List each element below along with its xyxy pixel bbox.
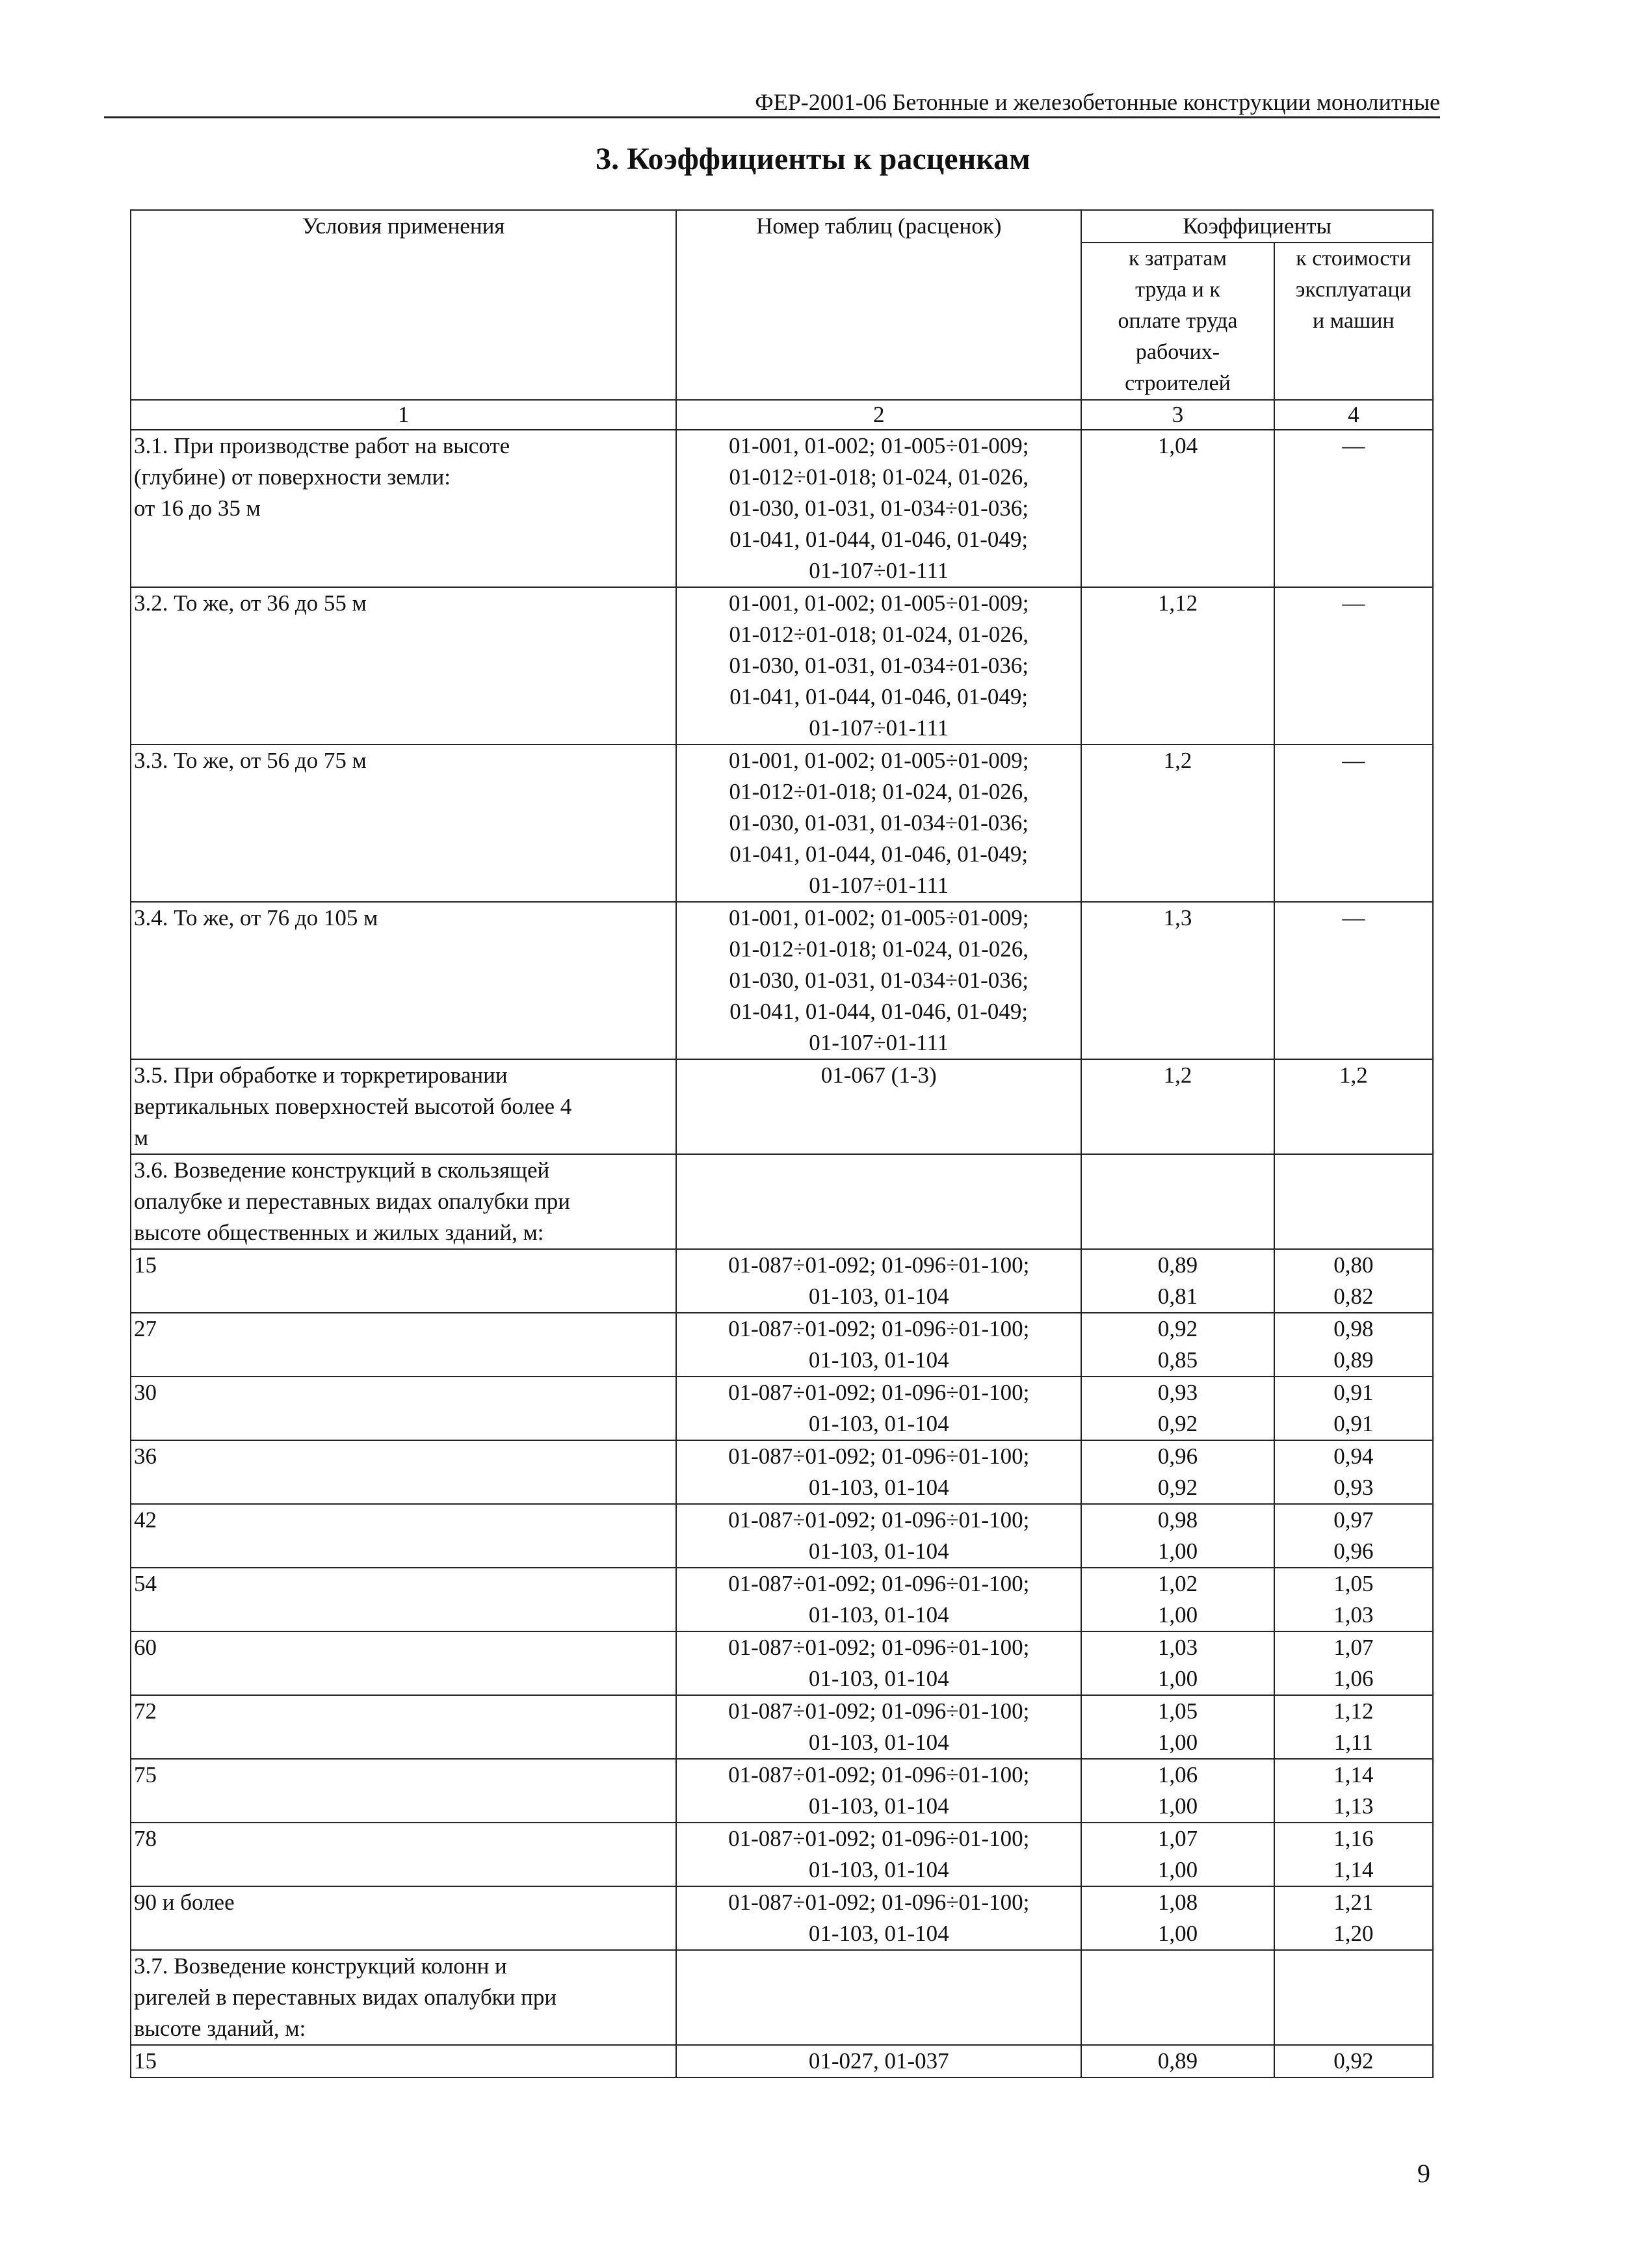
labor-coef-cell xyxy=(1081,902,1274,1059)
machine-coef-value: 0,91 xyxy=(1333,1411,1374,1436)
table-number-line: 01-103, 01-104 xyxy=(808,1793,949,1819)
labor-coef-value: 1,00 xyxy=(1157,1730,1198,1755)
table-numbers-cell xyxy=(676,1695,1081,1759)
section-title: 3. Коэффициенты к расценкам xyxy=(596,142,1030,176)
condition-line: высоте зданий, м: xyxy=(134,2016,306,2041)
machine-coef-cell xyxy=(1274,1154,1433,1249)
condition-cell xyxy=(131,1059,676,1154)
table-number-line: 01-087÷01-092; 01-096÷01-100; xyxy=(728,1635,1030,1660)
table-numbers-cell xyxy=(676,902,1081,1059)
table-row xyxy=(131,1249,1433,1313)
header-labor-line: оплате труда xyxy=(1118,309,1238,333)
condition-line: 54 xyxy=(134,1571,157,1596)
table-number-line: 01-001, 01-002; 01-005÷01-009; xyxy=(728,433,1029,458)
machine-coef-value: 0,80 xyxy=(1333,1252,1374,1278)
column-number: 4 xyxy=(1274,400,1433,430)
machine-coef-cell xyxy=(1274,2045,1433,2077)
table-row xyxy=(131,1823,1433,1886)
labor-coef-value: 1,06 xyxy=(1157,1762,1198,1787)
labor-coef-cell xyxy=(1081,587,1274,745)
header-labor-line: труда и к xyxy=(1135,278,1220,302)
labor-coef-value: 0,89 xyxy=(1157,2048,1198,2074)
machine-coef-cell xyxy=(1274,1377,1433,1440)
condition-cell xyxy=(131,2045,676,2077)
table-number-line: 01-030, 01-031, 01-034÷01-036; xyxy=(729,495,1029,521)
labor-coef-cell xyxy=(1081,1154,1274,1249)
condition-line: м xyxy=(134,1125,149,1150)
machine-coef-cell xyxy=(1274,1504,1433,1568)
machine-coef-cell xyxy=(1274,1631,1433,1695)
labor-coef-value: 1,05 xyxy=(1157,1698,1198,1724)
table-number-line: 01-103, 01-104 xyxy=(808,1921,949,1946)
condition-line: 3.7. Возведение конструкций колонн и xyxy=(134,1953,507,1979)
table-row xyxy=(131,1504,1433,1568)
table-number-line: 01-012÷01-018; 01-024, 01-026, xyxy=(729,464,1029,490)
machine-coef-value: 0,96 xyxy=(1333,1538,1374,1564)
labor-coef-value: 1,08 xyxy=(1157,1890,1198,1915)
machine-coef-cell xyxy=(1274,1886,1433,1950)
condition-line: вертикальных поверхностей высотой более 4 xyxy=(134,1094,572,1119)
machine-coef-value: 1,16 xyxy=(1333,1826,1374,1851)
condition-cell xyxy=(131,1504,676,1568)
table-numbers-cell xyxy=(676,1823,1081,1886)
condition-cell xyxy=(131,1249,676,1313)
labor-coef-value: 1,12 xyxy=(1157,590,1198,616)
table-numbers-cell xyxy=(676,1154,1081,1249)
condition-cell xyxy=(131,587,676,745)
labor-coef-value: 0,81 xyxy=(1157,1284,1198,1309)
condition-line: 15 xyxy=(134,2048,157,2074)
machine-coef-value: — xyxy=(1342,905,1365,930)
labor-coef-value: 0,89 xyxy=(1157,1252,1198,1278)
condition-cell xyxy=(131,1154,676,1249)
condition-line: высоте общественных и жилых зданий, м: xyxy=(134,1220,544,1245)
table-number-line: 01-030, 01-031, 01-034÷01-036; xyxy=(729,810,1029,836)
condition-line: 15 xyxy=(134,1252,157,1278)
labor-coef-cell xyxy=(1081,2045,1274,2077)
labor-coef-value: 1,00 xyxy=(1157,1666,1198,1691)
condition-line: (глубине) от поверхности земли: xyxy=(134,464,451,490)
condition-line: опалубке и переставных видах опалубки при xyxy=(134,1189,570,1214)
header-machine-coef xyxy=(1274,243,1433,400)
running-header xyxy=(104,88,1440,118)
machine-coef-value: 1,11 xyxy=(1333,1730,1373,1755)
table-numbers-cell xyxy=(676,2045,1081,2077)
condition-line: 27 xyxy=(134,1316,157,1341)
machine-coef-cell xyxy=(1274,1568,1433,1631)
labor-coef-value: 0,93 xyxy=(1157,1380,1198,1405)
labor-coef-value: 0,92 xyxy=(1157,1316,1198,1341)
machine-coef-cell xyxy=(1274,1759,1433,1823)
machine-coef-value: 1,2 xyxy=(1339,1062,1368,1088)
labor-coef-value: 0,92 xyxy=(1157,1411,1198,1436)
header-labor-line: рабочих- xyxy=(1135,340,1220,364)
table-number-line: 01-103, 01-104 xyxy=(808,1284,949,1309)
machine-coef-cell xyxy=(1274,1695,1433,1759)
labor-coef-cell xyxy=(1081,1759,1274,1823)
table-row xyxy=(131,1759,1433,1823)
column-number: 2 xyxy=(676,400,1081,430)
labor-coef-value: 1,2 xyxy=(1163,748,1192,773)
table-row xyxy=(131,1950,1433,2045)
condition-line: 30 xyxy=(134,1380,157,1405)
labor-coef-cell xyxy=(1081,1631,1274,1695)
table-number-line: 01-087÷01-092; 01-096÷01-100; xyxy=(728,1507,1030,1533)
condition-line: 72 xyxy=(134,1698,157,1724)
machine-coef-value: 1,06 xyxy=(1333,1666,1374,1691)
labor-coef-cell xyxy=(1081,430,1274,587)
table-row xyxy=(131,902,1433,1059)
table-row xyxy=(131,1377,1433,1440)
condition-line: 78 xyxy=(134,1826,157,1851)
table-row xyxy=(131,587,1433,745)
coefficients-table xyxy=(130,209,1434,2078)
machine-coef-cell xyxy=(1274,1950,1433,2045)
header-labor-coef xyxy=(1081,243,1274,400)
condition-cell xyxy=(131,430,676,587)
machine-coef-cell xyxy=(1274,1059,1433,1154)
condition-cell xyxy=(131,902,676,1059)
machine-coef-value: 1,05 xyxy=(1333,1571,1374,1596)
machine-coef-cell xyxy=(1274,430,1433,587)
condition-line: 60 xyxy=(134,1635,157,1660)
table-number-line: 01-103, 01-104 xyxy=(808,1411,949,1436)
table-number-line: 01-087÷01-092; 01-096÷01-100; xyxy=(728,1762,1030,1787)
table-number-line: 01-103, 01-104 xyxy=(808,1857,949,1882)
machine-coef-value: — xyxy=(1342,748,1365,773)
labor-coef-value: 1,00 xyxy=(1157,1602,1198,1628)
condition-line: 3.2. То же, от 36 до 55 м xyxy=(134,590,367,616)
table-number-line: 01-027, 01-037 xyxy=(808,2048,949,2074)
condition-line: ригелей в переставных видах опалубки при xyxy=(134,1984,557,2010)
labor-coef-value: 1,03 xyxy=(1157,1635,1198,1660)
table-row xyxy=(131,1695,1433,1759)
machine-coef-cell xyxy=(1274,902,1433,1059)
table-numbers-cell xyxy=(676,587,1081,745)
condition-cell xyxy=(131,745,676,902)
condition-cell xyxy=(131,1631,676,1695)
condition-cell xyxy=(131,1695,676,1759)
machine-coef-value: 1,14 xyxy=(1333,1857,1374,1882)
table-number-line: 01-041, 01-044, 01-046, 01-049; xyxy=(729,841,1029,867)
table-number-line: 01-087÷01-092; 01-096÷01-100; xyxy=(728,1826,1030,1851)
table-row xyxy=(131,430,1433,587)
machine-coef-cell xyxy=(1274,1823,1433,1886)
column-numbers-row xyxy=(131,400,1433,430)
labor-coef-value: 0,96 xyxy=(1157,1444,1198,1469)
table-number-line: 01-087÷01-092; 01-096÷01-100; xyxy=(728,1890,1030,1915)
table-numbers-cell xyxy=(676,1377,1081,1440)
condition-cell xyxy=(131,1823,676,1886)
machine-coef-value: 0,94 xyxy=(1333,1444,1374,1469)
condition-line: от 16 до 35 м xyxy=(134,495,261,521)
machine-coef-value: 0,91 xyxy=(1333,1380,1374,1405)
table-numbers-cell xyxy=(676,1059,1081,1154)
table-number-line: 01-041, 01-044, 01-046, 01-049; xyxy=(729,684,1029,709)
condition-line: 3.4. То же, от 76 до 105 м xyxy=(134,905,378,930)
table-number-line: 01-087÷01-092; 01-096÷01-100; xyxy=(728,1571,1030,1596)
condition-line: 3.3. То же, от 56 до 75 м xyxy=(134,748,367,773)
page-number: 9 xyxy=(1417,2159,1430,2188)
table-number-line: 01-107÷01-111 xyxy=(809,558,949,583)
machine-coef-value: — xyxy=(1342,590,1365,616)
header-machine-line: к стоимости xyxy=(1296,246,1411,270)
table-number-line: 01-107÷01-111 xyxy=(809,873,949,898)
table-number-line: 01-012÷01-018; 01-024, 01-026, xyxy=(729,936,1029,962)
labor-coef-cell xyxy=(1081,1886,1274,1950)
column-number: 3 xyxy=(1081,400,1274,430)
table-number-line: 01-041, 01-044, 01-046, 01-049; xyxy=(729,999,1029,1024)
labor-coef-cell xyxy=(1081,1695,1274,1759)
table-number-line: 01-001, 01-002; 01-005÷01-009; xyxy=(728,905,1029,930)
condition-line: 3.5. При обработке и торкретировании xyxy=(134,1062,508,1088)
labor-coef-cell xyxy=(1081,1568,1274,1631)
table-number-line: 01-107÷01-111 xyxy=(809,1030,949,1055)
table-numbers-cell xyxy=(676,1759,1081,1823)
machine-coef-value: 0,92 xyxy=(1333,2048,1374,2074)
table-number-line: 01-087÷01-092; 01-096÷01-100; xyxy=(728,1252,1030,1278)
table-number-line: 01-030, 01-031, 01-034÷01-036; xyxy=(729,653,1029,678)
running-header-text: ФЕР-2001-06 Бетонные и железобетонные конструкции монолитные xyxy=(755,89,1440,115)
labor-coef-value: 1,04 xyxy=(1157,433,1198,458)
table-row xyxy=(131,1886,1433,1950)
table-number-line: 01-012÷01-018; 01-024, 01-026, xyxy=(729,622,1029,647)
machine-coef-value: 1,07 xyxy=(1333,1635,1374,1660)
condition-cell xyxy=(131,1950,676,2045)
table-number-line: 01-103, 01-104 xyxy=(808,1602,949,1628)
table-numbers-cell xyxy=(676,745,1081,902)
table-number-line: 01-087÷01-092; 01-096÷01-100; xyxy=(728,1380,1030,1405)
machine-coef-cell xyxy=(1274,1249,1433,1313)
condition-cell xyxy=(131,1568,676,1631)
machine-coef-value: 1,03 xyxy=(1333,1602,1374,1628)
condition-cell xyxy=(131,1759,676,1823)
table-numbers-cell xyxy=(676,1631,1081,1695)
table-numbers-cell xyxy=(676,1440,1081,1504)
header-table-numbers: Номер таблиц (расценок) xyxy=(676,210,1081,400)
labor-coef-value: 0,92 xyxy=(1157,1475,1198,1500)
table-numbers-cell xyxy=(676,1504,1081,1568)
machine-coef-value: 1,21 xyxy=(1333,1890,1374,1915)
table-numbers-cell xyxy=(676,1249,1081,1313)
table-row xyxy=(131,745,1433,902)
table-number-line: 01-030, 01-031, 01-034÷01-036; xyxy=(729,968,1029,993)
header-coefficients: Коэффициенты xyxy=(1081,210,1433,243)
table-number-line: 01-107÷01-111 xyxy=(809,715,949,741)
condition-line: 75 xyxy=(134,1762,157,1787)
table-number-line: 01-103, 01-104 xyxy=(808,1666,949,1691)
labor-coef-value: 0,85 xyxy=(1157,1347,1198,1373)
labor-coef-cell xyxy=(1081,1504,1274,1568)
machine-coef-cell xyxy=(1274,1313,1433,1377)
table-numbers-cell xyxy=(676,1568,1081,1631)
labor-coef-value: 1,00 xyxy=(1157,1857,1198,1882)
condition-cell xyxy=(131,1377,676,1440)
table-number-line: 01-041, 01-044, 01-046, 01-049; xyxy=(729,527,1029,552)
condition-line: 3.6. Возведение конструкций в скользящей xyxy=(134,1157,550,1183)
header-labor-line: к затратам xyxy=(1128,246,1227,270)
labor-coef-value: 1,00 xyxy=(1157,1921,1198,1946)
machine-coef-value: 1,20 xyxy=(1333,1921,1374,1946)
condition-cell xyxy=(131,1886,676,1950)
condition-line: 42 xyxy=(134,1507,157,1533)
machine-coef-cell xyxy=(1274,745,1433,902)
machine-coef-value: 0,82 xyxy=(1333,1284,1374,1309)
condition-line: 36 xyxy=(134,1444,157,1469)
condition-cell xyxy=(131,1313,676,1377)
labor-coef-value: 1,02 xyxy=(1157,1571,1198,1596)
labor-coef-value: 0,98 xyxy=(1157,1507,1198,1533)
table-number-line: 01-001, 01-002; 01-005÷01-009; xyxy=(728,748,1029,773)
machine-coef-value: 1,13 xyxy=(1333,1793,1374,1819)
header-labor-line: строителей xyxy=(1125,371,1231,395)
machine-coef-value: 1,14 xyxy=(1333,1762,1374,1787)
machine-coef-cell xyxy=(1274,587,1433,745)
table-numbers-cell xyxy=(676,430,1081,587)
labor-coef-cell xyxy=(1081,1313,1274,1377)
table-row xyxy=(131,1440,1433,1504)
labor-coef-cell xyxy=(1081,1377,1274,1440)
table-numbers-cell xyxy=(676,1313,1081,1377)
machine-coef-cell xyxy=(1274,1440,1433,1504)
labor-coef-value: 1,07 xyxy=(1157,1826,1198,1851)
labor-coef-value: 1,00 xyxy=(1157,1538,1198,1564)
condition-line: 90 и более xyxy=(134,1890,235,1915)
labor-coef-value: 1,3 xyxy=(1163,905,1192,930)
table-row xyxy=(131,1059,1433,1154)
machine-coef-value: 0,98 xyxy=(1333,1316,1374,1341)
table-row xyxy=(131,1568,1433,1631)
table-numbers-cell xyxy=(676,1886,1081,1950)
table-number-line: 01-103, 01-104 xyxy=(808,1347,949,1373)
table-number-line: 01-103, 01-104 xyxy=(808,1538,949,1564)
table-number-line: 01-012÷01-018; 01-024, 01-026, xyxy=(729,779,1029,804)
header-conditions: Условия применения xyxy=(131,210,676,400)
table-row xyxy=(131,1631,1433,1695)
machine-coef-value: 0,89 xyxy=(1333,1347,1374,1373)
header-machine-line: эксплуатаци xyxy=(1295,278,1411,302)
table-number-line: 01-103, 01-104 xyxy=(808,1730,949,1755)
condition-line: 3.1. При производстве работ на высоте xyxy=(134,433,510,458)
table-number-line: 01-087÷01-092; 01-096÷01-100; xyxy=(728,1698,1030,1724)
table-number-line: 01-067 (1-3) xyxy=(820,1062,937,1088)
labor-coef-cell xyxy=(1081,1440,1274,1504)
table-row xyxy=(131,2045,1433,2077)
machine-coef-value: 1,12 xyxy=(1333,1698,1374,1724)
condition-cell xyxy=(131,1440,676,1504)
labor-coef-cell xyxy=(1081,1249,1274,1313)
labor-coef-cell xyxy=(1081,745,1274,902)
machine-coef-value: — xyxy=(1342,433,1365,458)
machine-coef-value: 0,93 xyxy=(1333,1475,1374,1500)
table-number-line: 01-001, 01-002; 01-005÷01-009; xyxy=(728,590,1029,616)
labor-coef-cell xyxy=(1081,1950,1274,2045)
labor-coef-cell xyxy=(1081,1059,1274,1154)
table-row xyxy=(131,1154,1433,1249)
table-numbers-cell xyxy=(676,1950,1081,2045)
table-row xyxy=(131,1313,1433,1377)
labor-coef-value: 1,2 xyxy=(1163,1062,1192,1088)
table-number-line: 01-087÷01-092; 01-096÷01-100; xyxy=(728,1316,1030,1341)
labor-coef-value: 1,00 xyxy=(1157,1793,1198,1819)
machine-coef-value: 0,97 xyxy=(1333,1507,1374,1533)
labor-coef-cell xyxy=(1081,1823,1274,1886)
header-machine-line: и машин xyxy=(1313,309,1395,333)
table-number-line: 01-087÷01-092; 01-096÷01-100; xyxy=(728,1444,1030,1469)
column-number: 1 xyxy=(131,400,676,430)
table-number-line: 01-103, 01-104 xyxy=(808,1475,949,1500)
